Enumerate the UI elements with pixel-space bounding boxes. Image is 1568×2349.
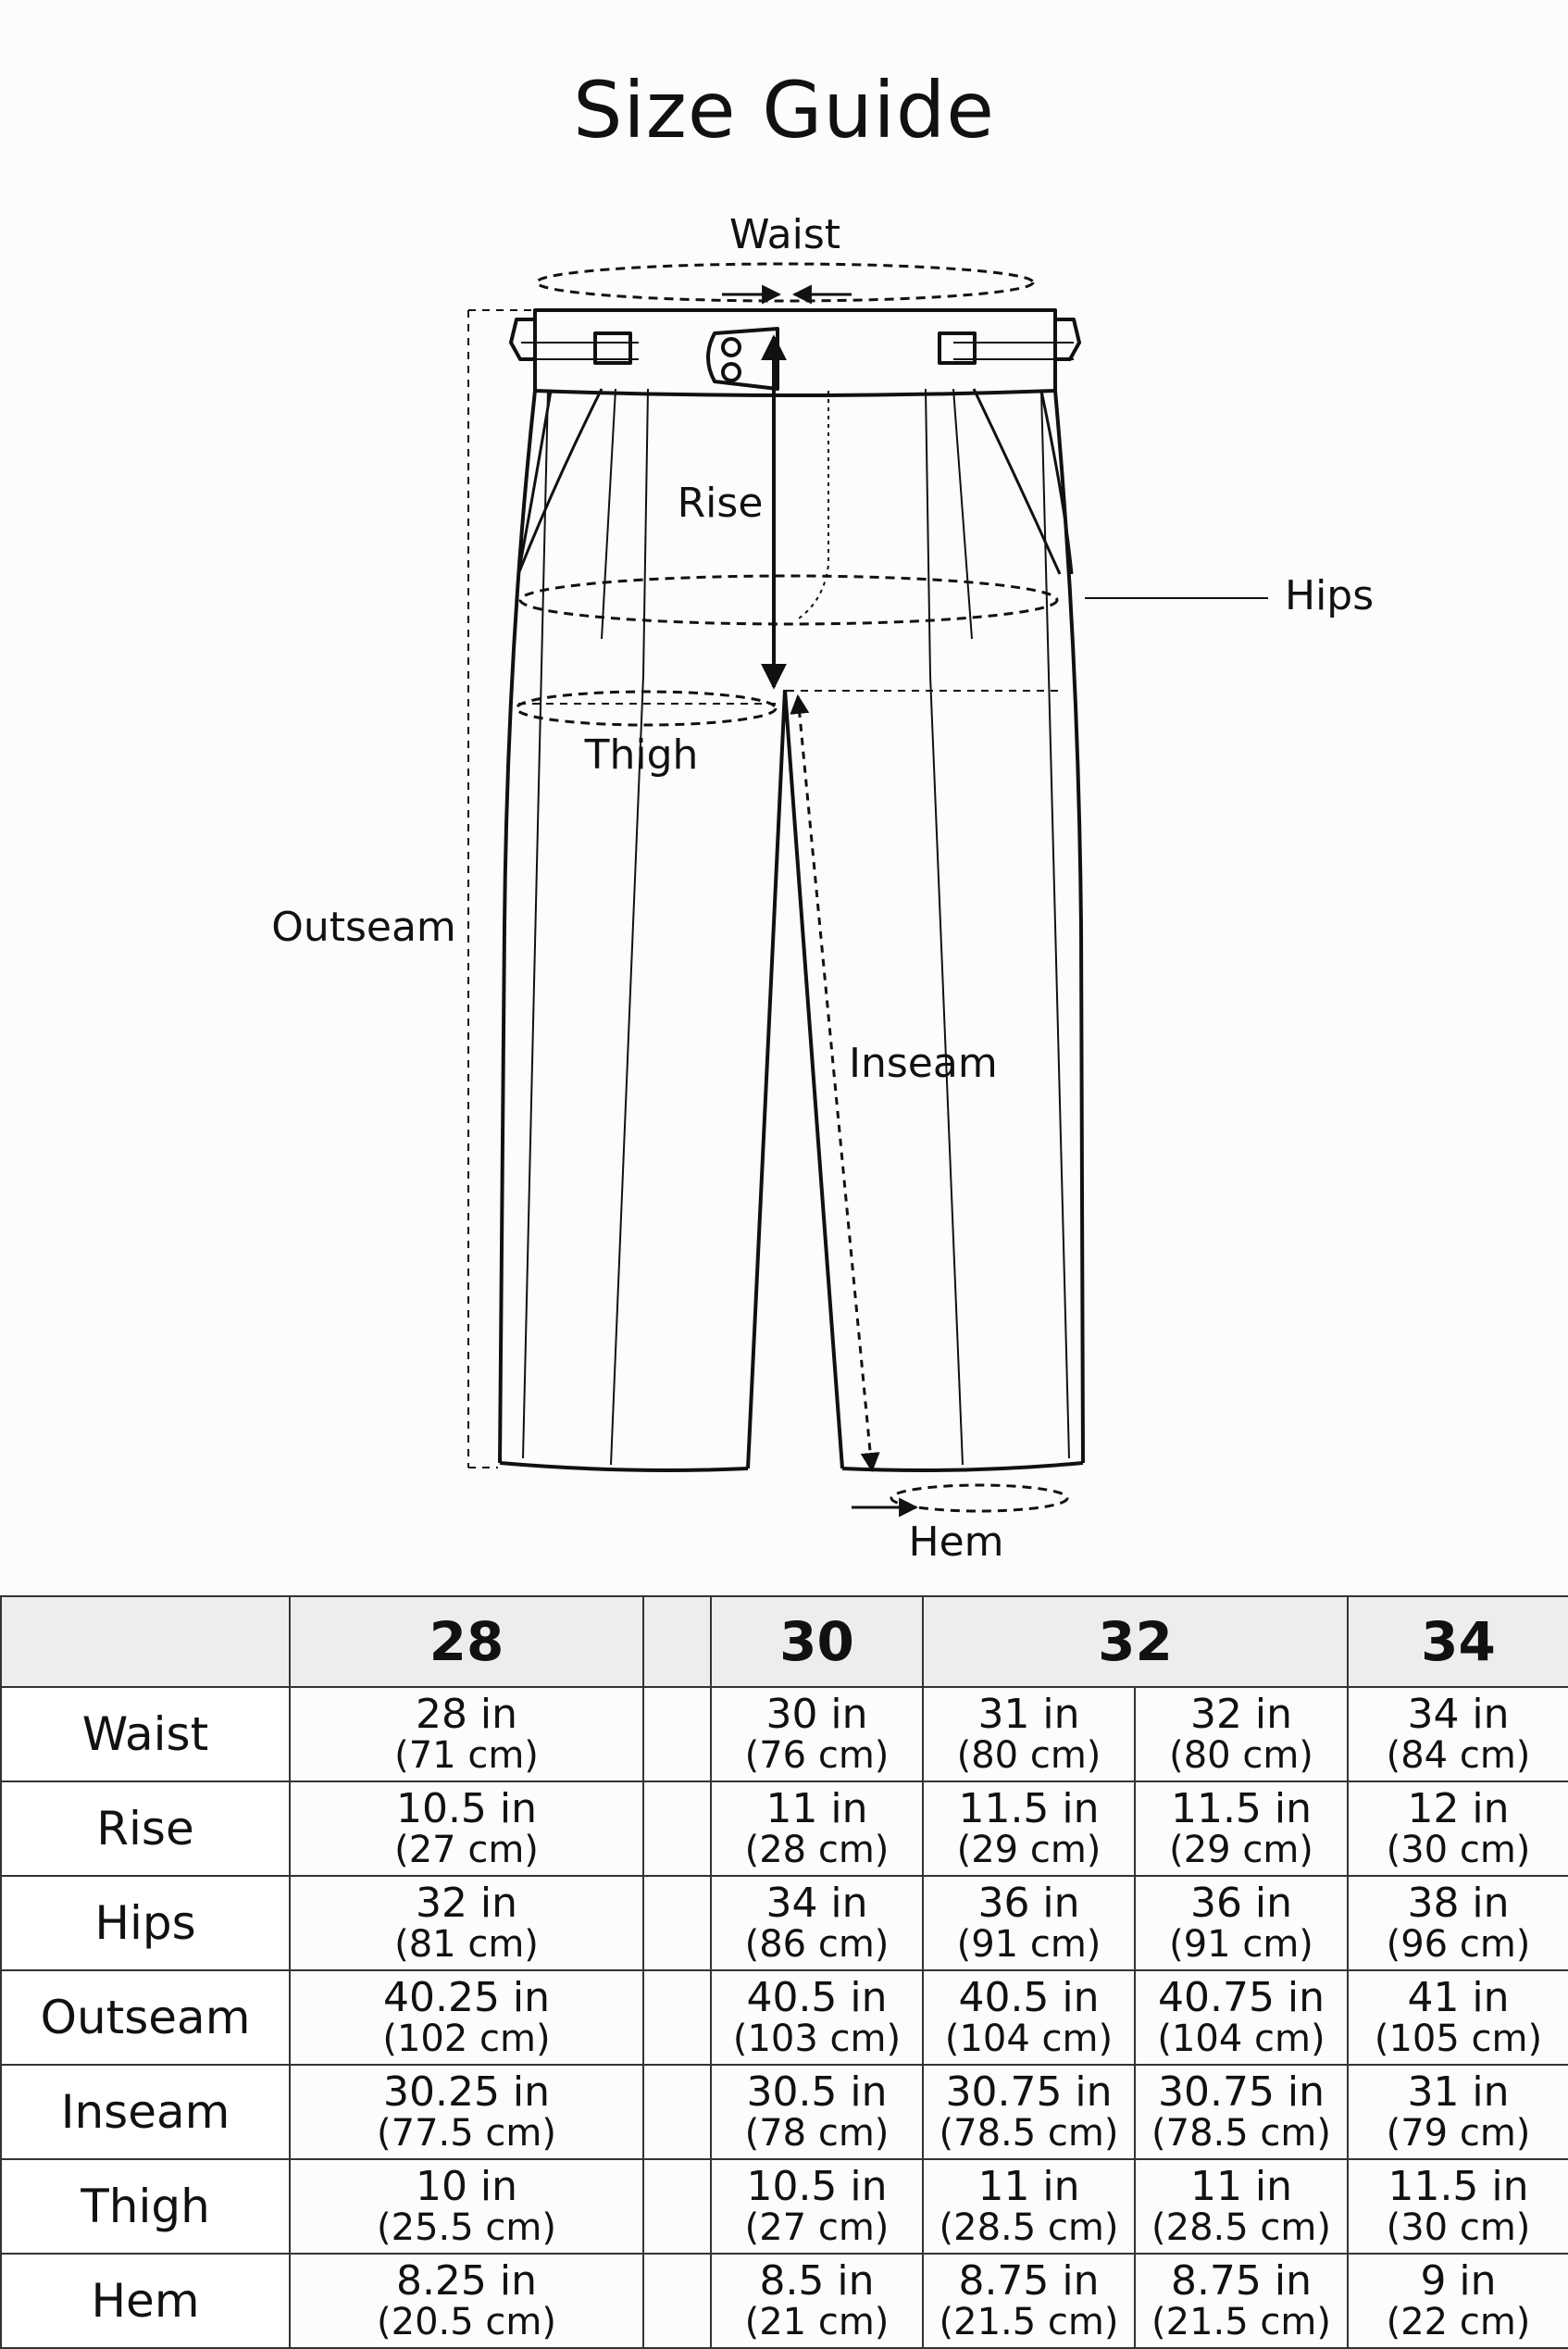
table-cell: 31 in (80 cm) — [923, 1687, 1135, 1781]
header-size-28: 28 — [290, 1596, 643, 1687]
spacer-cell — [643, 2065, 711, 2159]
table-cell: 32 in (81 cm) — [290, 1876, 643, 1970]
table-cell: 11 in (28 cm) — [711, 1781, 923, 1876]
table-cell: 34 in (84 cm) — [1348, 1687, 1568, 1781]
header-size-30: 30 — [711, 1596, 923, 1687]
measurement-guides — [468, 264, 1268, 1511]
table-row — [1, 1970, 1568, 2065]
row-label-thigh: Thigh — [1, 2159, 290, 2254]
row-label-inseam: Inseam — [1, 2065, 290, 2159]
header-row — [1, 1596, 1568, 1687]
trousers-outline — [500, 310, 1083, 1470]
outseam-label: Outseam — [271, 904, 456, 951]
table-cell: 30.75 in (78.5 cm) — [1135, 2065, 1348, 2159]
spacer-cell — [643, 1876, 711, 1970]
table-cell: 30.25 in (77.5 cm) — [290, 2065, 643, 2159]
row-label-hem: Hem — [1, 2254, 290, 2348]
table-cell: 11.5 in (29 cm) — [1135, 1781, 1348, 1876]
table-cell: 8.5 in (21 cm) — [711, 2254, 923, 2348]
table-row — [1, 2159, 1568, 2254]
table-cell: 32 in (80 cm) — [1135, 1687, 1348, 1781]
table-row — [1, 1781, 1568, 1876]
table-cell: 36 in (91 cm) — [1135, 1876, 1348, 1970]
size-table — [0, 1595, 1568, 2349]
hem-label: Hem — [908, 1518, 1004, 1566]
header-spacer — [643, 1596, 711, 1687]
header-corner — [1, 1596, 290, 1687]
table-cell: 10.5 in (27 cm) — [290, 1781, 643, 1876]
inseam-label: Inseam — [849, 1040, 998, 1087]
table-row — [1, 2065, 1568, 2159]
table-cell: 8.75 in (21.5 cm) — [923, 2254, 1135, 2348]
spacer-cell — [643, 2159, 711, 2254]
page-title: Size Guide — [573, 65, 995, 156]
table-cell: 41 in (105 cm) — [1348, 1970, 1568, 2065]
table-cell: 36 in (91 cm) — [923, 1876, 1135, 1970]
table-row — [1, 1876, 1568, 1970]
thigh-label: Thigh — [584, 731, 699, 779]
spacer-cell — [643, 1970, 711, 2065]
table-cell: 40.25 in (102 cm) — [290, 1970, 643, 2065]
table-cell: 40.5 in (104 cm) — [923, 1970, 1135, 2065]
rise-label: Rise — [677, 480, 764, 527]
table-cell: 8.25 in (20.5 cm) — [290, 2254, 643, 2348]
table-cell: 30 in (76 cm) — [711, 1687, 923, 1781]
table-cell: 10.5 in (27 cm) — [711, 2159, 923, 2254]
row-label-rise: Rise — [1, 1781, 290, 1876]
table-cell: 31 in (79 cm) — [1348, 2065, 1568, 2159]
table-cell: 11 in (28.5 cm) — [1135, 2159, 1348, 2254]
spacer-cell — [643, 1781, 711, 1876]
table-cell: 40.75 in (104 cm) — [1135, 1970, 1348, 2065]
waist-label: Waist — [728, 211, 841, 258]
row-label-waist: Waist — [1, 1687, 290, 1781]
spacer-cell — [643, 1687, 711, 1781]
table-row — [1, 2254, 1568, 2348]
row-label-hips: Hips — [1, 1876, 290, 1970]
table-cell: 9 in (22 cm) — [1348, 2254, 1568, 2348]
header-size-34: 34 — [1348, 1596, 1568, 1687]
spacer-cell — [643, 2254, 711, 2348]
table-cell: 11.5 in (30 cm) — [1348, 2159, 1568, 2254]
table-cell: 30.75 in (78.5 cm) — [923, 2065, 1135, 2159]
table-cell: 28 in (71 cm) — [290, 1687, 643, 1781]
row-label-outseam: Outseam — [1, 1970, 290, 2065]
table-cell: 30.5 in (78 cm) — [711, 2065, 923, 2159]
table-cell: 10 in (25.5 cm) — [290, 2159, 643, 2254]
hips-label: Hips — [1285, 572, 1375, 619]
table-cell: 38 in (96 cm) — [1348, 1876, 1568, 1970]
table-cell: 12 in (30 cm) — [1348, 1781, 1568, 1876]
header-size-32: 32 — [923, 1596, 1348, 1687]
table-cell: 11.5 in (29 cm) — [923, 1781, 1135, 1876]
table-row — [1, 1687, 1568, 1781]
table-cell: 11 in (28.5 cm) — [923, 2159, 1135, 2254]
table-cell: 8.75 in (21.5 cm) — [1135, 2254, 1348, 2348]
table-cell: 40.5 in (103 cm) — [711, 1970, 923, 2065]
table-cell: 34 in (86 cm) — [711, 1876, 923, 1970]
